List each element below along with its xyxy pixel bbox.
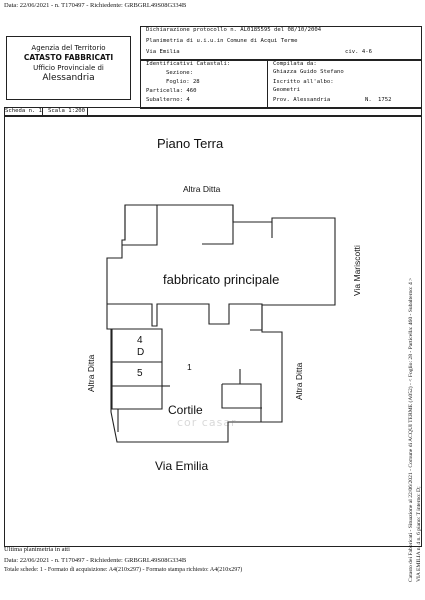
top-room-divider-2: [202, 205, 233, 244]
top-room-left: [122, 205, 125, 240]
request-header-line: Data: 22/06/2021 - n. T170497 - Richiedente: GRBGRL49S08G334B: [4, 2, 187, 9]
altra-ditta-left-label: Altra Ditta: [86, 354, 96, 392]
subalterno-field: Subalterno: 4: [146, 97, 190, 103]
side-note-line-1: Catasto dei Fabbricati - Situazione al 22/06/2021 - Comune di ACQUI TERME (A052) - < Foglio: 28 - Particella: 460 - Subalterno: 4 >: [408, 277, 414, 582]
unit-1-label: 1: [187, 362, 192, 372]
floor-title: Piano Terra: [157, 136, 224, 151]
compilata-name: Ghiazza Guido Stefano: [273, 69, 344, 75]
ident-title: Identificativi Catastali:: [146, 61, 231, 67]
n-value: 1752: [378, 97, 392, 103]
side-note-line-2: VIA EMILIA n. 4 n. 6 piano: T interno: D;: [415, 486, 422, 582]
particella-field: Particella: 460: [146, 88, 197, 94]
main-building-label: fabbricato principale: [163, 272, 280, 287]
iscritto-label: Iscritto all'albo:: [273, 79, 334, 85]
province-field: Prov. Alessandria: [273, 97, 331, 103]
footer-request-line: Data: 22/06/2021 - n. T170497 - Richiedente: GRBGRL49S08G334B: [4, 557, 187, 564]
unit-5-label: 5: [137, 368, 143, 379]
footer-format-line: Totale schede: 1 - Formato di acquisizione: A4(210x297) - Formato stampa richiesto: A4(210x297): [4, 567, 243, 573]
via-emilia-label: Via Emilia: [155, 459, 209, 473]
foglio-field: Foglio: 28: [166, 79, 200, 85]
unit-4-label: 4: [137, 335, 143, 346]
ufficio-label: Ufficio Provinciale di: [33, 64, 104, 72]
geometri-label: Geometri: [273, 87, 300, 93]
n-label: N.: [365, 97, 372, 103]
compilata-label: Compilata da:: [273, 61, 317, 67]
altra-ditta-top-label: Altra Ditta: [183, 184, 221, 194]
unit-d-label: D: [137, 347, 145, 358]
ultima-planimetria: Ultima planimetria in atti: [4, 546, 70, 553]
agency-name: Agenzia del Territorio: [31, 44, 106, 52]
top-room-divider-1: [122, 205, 157, 245]
altra-ditta-right-label: Altra Ditta: [294, 362, 304, 400]
scheda-number: Scheda n. 1: [5, 108, 43, 114]
protocol-declaration: Dichiarazione protocollo n. AL0185595 del 08/10/2004: [146, 27, 322, 33]
sezione-field: Sezione:: [166, 70, 193, 76]
province-name: Alessandria: [42, 73, 95, 83]
right-unit-line: [222, 384, 262, 408]
inner-wall-main: [107, 304, 262, 330]
street-address: Via Emilia: [146, 49, 180, 55]
civic-number: civ. 4-6: [345, 49, 372, 55]
side-note: [408, 142, 423, 582]
planimetria-description: Planimetria di u.i.u.in Comune di Acqui Terme: [146, 38, 298, 44]
catasto-fabbricati-label: CATASTO FABBRICATI: [23, 53, 114, 62]
cortile-label: Cortile: [168, 403, 203, 417]
watermark-text: cor casar: [177, 416, 237, 429]
scale-label: Scala 1:200: [48, 108, 86, 114]
via-mariscotti-label: Via Mariscotti: [352, 245, 362, 296]
